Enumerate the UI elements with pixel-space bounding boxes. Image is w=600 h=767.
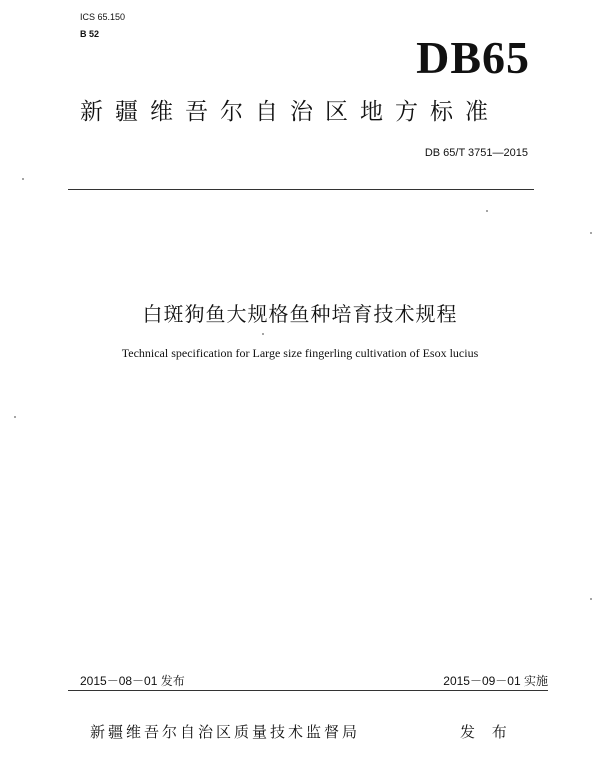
implementation-date: 2015－09－01 实施 [443,674,548,688]
db-mark: DB65 [416,32,530,83]
ccs-code: B 52 [80,29,100,39]
scan-speck [486,210,488,212]
scan-speck [590,232,592,234]
ics-code: ICS 65.150 [80,12,126,22]
top-divider [68,189,534,190]
bottom-divider [68,690,548,691]
scan-speck [14,416,16,418]
publish-label: 发 布 [460,723,513,741]
scan-speck [262,333,264,335]
scan-speck [22,178,24,180]
title-english: Technical specification for Large size fingerling cultivation of Esox lucius [121,346,479,360]
issue-date: 2015－08－01 发布 [80,674,185,688]
issuer: 新疆维吾尔自治区质量技术监督局 [90,723,361,741]
title-chinese: 白斑狗鱼大规格鱼种培育技术规程 [142,302,458,326]
standard-code: DB 65/T 3751—2015 [424,147,528,159]
scan-speck [590,598,592,600]
standard-type: 新疆维吾尔自治区地方标准 [80,99,500,125]
